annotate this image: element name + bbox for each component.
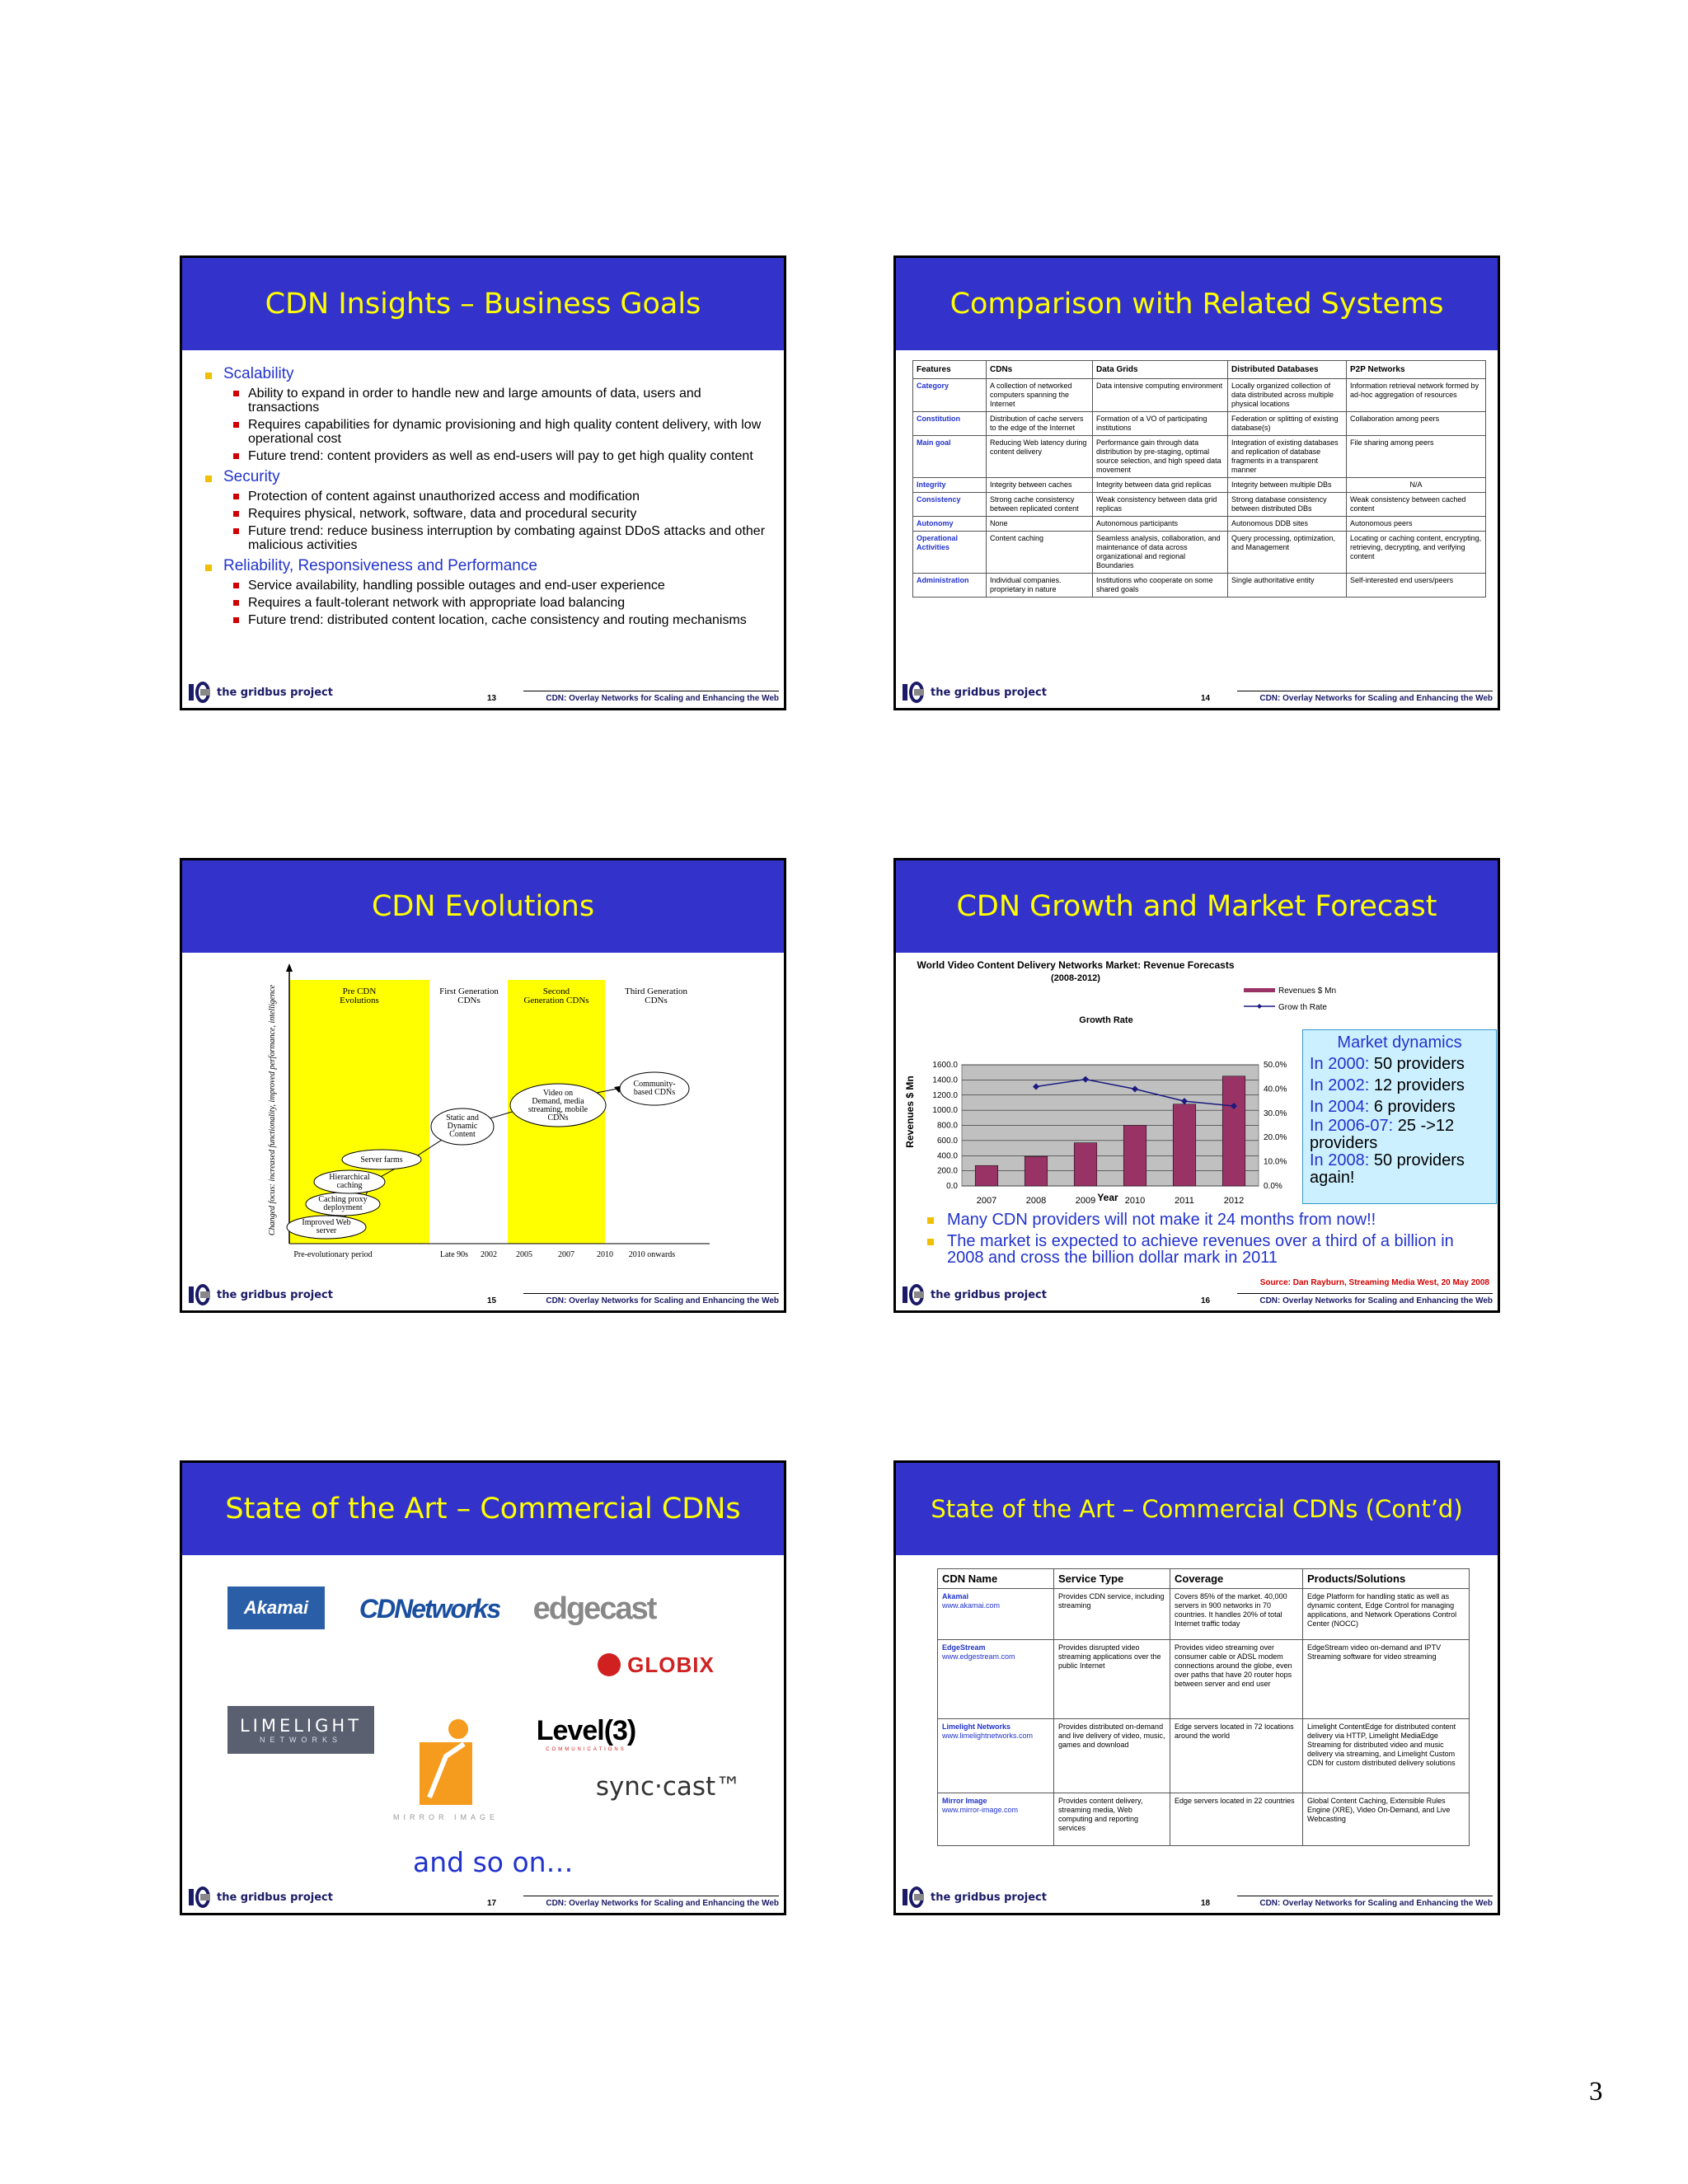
slide-body [199, 360, 767, 627]
globix-globe-icon [598, 1653, 621, 1676]
step-label-line: CDNs [547, 1113, 569, 1122]
y-tick-label: 200.0 [936, 1166, 958, 1176]
step-label-line: streaming, mobile [528, 1105, 588, 1114]
revenue-bar [1025, 1156, 1048, 1186]
step-label-line: Dynamic [447, 1122, 478, 1131]
table-cell: Query processing, optimization, and Management [1228, 532, 1347, 574]
edgecast-logo-text: edgecast [532, 1591, 656, 1626]
limelight-logo [227, 1706, 374, 1754]
step-label-line: Hierarchical [329, 1173, 370, 1182]
logo-text: the gridbus project [217, 686, 333, 699]
table-header: Data Grids [1093, 361, 1228, 379]
gridbus-logo [903, 1284, 1047, 1305]
revenue-chart [896, 955, 1337, 1207]
comparison-table [912, 360, 1486, 598]
table-cell: Edge servers located in 22 countries [1170, 1793, 1303, 1846]
bullet-item: Requires capabilities for dynamic provisioning and high quality content delivery, with low operational cost [199, 418, 767, 446]
table-cell: Information retrieval network formed by ad-hoc aggregation of resources [1347, 379, 1486, 412]
table-row [938, 1640, 1470, 1719]
legend-label: Revenues $ Mn [1278, 987, 1337, 996]
step-label [446, 1113, 479, 1139]
step-label-line: caching [336, 1181, 363, 1190]
gridbus-logo-icon [189, 1886, 212, 1908]
source-citation: Source: Dan Rayburn, Streaming Media West, 20 May 2008 [1259, 1278, 1489, 1287]
chart-y-ticks [932, 1061, 958, 1191]
x-tick-label: 2007 [976, 1196, 997, 1206]
market-row [1310, 1152, 1489, 1187]
table-cell: Content caching [987, 532, 1093, 574]
table-row [913, 517, 1486, 532]
y-axis-arrow-icon [286, 963, 293, 972]
phase-label [439, 987, 499, 1005]
table-cell: Operational Activities [913, 532, 987, 574]
table-cell: Category [913, 379, 987, 412]
step-label-line: Static and [446, 1113, 479, 1122]
table-cell: Reducing Web latency during content delivery [987, 436, 1093, 478]
slide-title-bar [896, 258, 1498, 350]
footer-text: CDN: Overlay Networks for Scaling and Enhancing the Web [523, 1896, 779, 1908]
table-cell: Autonomy [913, 517, 987, 532]
table-header: Distributed Databases [1228, 361, 1347, 379]
phase-label [625, 987, 688, 1005]
gridbus-logo [903, 682, 1047, 703]
slide-footer [182, 1277, 784, 1310]
cdn-name: Limelight Networks [942, 1722, 1011, 1731]
slide-16 [893, 858, 1500, 1313]
timeline-label: 2010 onwards [628, 1250, 676, 1259]
logo-text: the gridbus project [931, 1288, 1047, 1301]
step-label-line: server [316, 1226, 337, 1235]
bullet-item: Ability to expand in order to handle new and large amounts of data, users and transactions [199, 387, 767, 415]
limelight-logo-text: LIMELIGHT [239, 1716, 363, 1736]
phase-label-line: Evolutions [340, 996, 379, 1005]
table-cell: Provides disrupted video streaming applications over the public Internet [1054, 1640, 1170, 1719]
table-cell: Constitution [913, 412, 987, 436]
timeline-label: 2002 [481, 1250, 497, 1259]
x-tick-label: 2012 [1223, 1196, 1245, 1206]
table-row [913, 379, 1486, 412]
table-cell: Seamless analysis, collaboration, and maintenance of data across organizational and regional Boundaries [1093, 532, 1228, 574]
footer-text: CDN: Overlay Networks for Scaling and Enhancing the Web [523, 1293, 779, 1305]
table-cell: Integrity between multiple DBs [1228, 478, 1347, 493]
table-cell: Provides CDN service, including streaming [1054, 1589, 1170, 1640]
y-tick-label: 600.0 [936, 1136, 958, 1146]
market-value: 25 ->12 providers [1310, 1117, 1455, 1152]
slide-number: 15 [487, 1296, 497, 1305]
table-row [913, 574, 1486, 598]
y-axis-label: Changed focus: increased functionality, improved performance, intelligence [268, 984, 277, 1236]
table-header: Service Type [1054, 1569, 1170, 1589]
chart-y2-ticks [1264, 1061, 1287, 1191]
step-label [633, 1080, 675, 1097]
table-cell: Institutions who cooperate on some shared goals [1093, 574, 1228, 598]
table-cell: Autonomous participants [1093, 517, 1228, 532]
y-tick-label: 1400.0 [932, 1076, 958, 1085]
gridbus-logo-icon [189, 682, 212, 703]
table-cell: A collection of networked computers spanning the Internet [987, 379, 1093, 412]
slide-title: State of the Art – Commercial CDNs (Cont’d) [931, 1495, 1463, 1523]
logo-text: the gridbus project [217, 1891, 333, 1904]
step-label-line: Caching proxy [318, 1195, 368, 1204]
y2-tick-label: 0.0% [1264, 1182, 1282, 1191]
step-label-line: based CDNs [633, 1088, 676, 1097]
timeline-label: 2005 [516, 1250, 532, 1259]
table-row [913, 412, 1486, 436]
y-tick-label: 800.0 [936, 1121, 958, 1131]
table-cell: Collaboration among peers [1347, 412, 1486, 436]
y-tick-label: 1000.0 [932, 1106, 958, 1116]
y-tick-label: 1600.0 [932, 1061, 958, 1070]
gridbus-logo-icon [903, 682, 926, 703]
globix-logo [594, 1644, 718, 1685]
slide-title: CDN Growth and Market Forecast [956, 890, 1437, 923]
revenue-bar [1173, 1104, 1196, 1186]
market-row [1310, 1053, 1489, 1075]
revenue-bar [1074, 1143, 1097, 1186]
cdn-name-cell [938, 1589, 1054, 1640]
market-year: In 2008: [1310, 1151, 1370, 1169]
table-cell: Autonomous DDB sites [1228, 517, 1347, 532]
y2-tick-label: 30.0% [1264, 1108, 1287, 1118]
slide-title: CDN Evolutions [371, 890, 595, 923]
cdn-url: www.limelightnetworks.com [942, 1732, 1034, 1740]
cdn-name-cell [938, 1640, 1054, 1719]
table-cell: Administration [913, 574, 987, 598]
market-dynamics-title: Market dynamics [1337, 1033, 1462, 1052]
logo-text: the gridbus project [217, 1288, 333, 1301]
market-row [1310, 1096, 1489, 1118]
y2-tick-label: 50.0% [1264, 1061, 1287, 1070]
table-header-row [913, 361, 1486, 379]
table-cell: Integrity between data grid replicas [1093, 478, 1228, 493]
table-header: Features [913, 361, 987, 379]
slide-footer [896, 675, 1498, 708]
table-cell: Strong database consistency between distributed DBs [1228, 493, 1347, 517]
slide-footer [182, 1880, 784, 1913]
slide-title: Comparison with Related Systems [950, 288, 1444, 321]
market-value: 50 providers [1373, 1055, 1465, 1073]
table-header: Coverage [1170, 1569, 1303, 1589]
synccast-logo [595, 1760, 742, 1814]
chart-x-label: Year [1097, 1192, 1118, 1203]
step-label-line: Improved Web [302, 1218, 351, 1227]
slide-title: State of the Art – Commercial CDNs [225, 1493, 741, 1526]
table-cell: Weak consistency between data grid replicas [1093, 493, 1228, 517]
slide-footer [896, 1880, 1498, 1913]
table-cell: Federation or splitting of existing database(s) [1228, 412, 1347, 436]
gridbus-logo-icon [189, 1284, 212, 1305]
cdnetworks-logo [355, 1588, 504, 1629]
x-tick-label: 2008 [1025, 1196, 1047, 1206]
slide-title-bar [182, 860, 784, 953]
bullet-item: Many CDN providers will not make it 24 months from now!! [921, 1212, 1376, 1228]
slide-footer [182, 675, 784, 708]
chart-legend [1244, 987, 1336, 1012]
bullet-heading: Reliability, Responsiveness and Performance [199, 557, 767, 575]
cdn-url: www.edgestream.com [942, 1652, 1015, 1661]
market-year: In 2006-07: [1310, 1117, 1394, 1135]
y2-tick-label: 10.0% [1264, 1157, 1287, 1167]
chart-secondary-title: Growth Rate [1079, 1015, 1133, 1025]
slide-number: 13 [487, 694, 497, 703]
y-tick-label: 1200.0 [932, 1090, 958, 1100]
mirror-image-head [448, 1719, 468, 1739]
chart-grid [962, 1065, 1259, 1186]
table-cell: Edge Platform for handling static as well as dynamic content, Edge Control for managing applications, and Network Operations Control Center (NOCC) [1303, 1589, 1470, 1640]
footer-text: CDN: Overlay Networks for Scaling and Enhancing the Web [1237, 1293, 1493, 1305]
step-label-line: Demand, media [532, 1097, 584, 1106]
mirror-image-frame [420, 1742, 472, 1805]
slide-title-bar [896, 1463, 1498, 1555]
table-cell: Formation of a VO of participating institutions [1093, 412, 1228, 436]
y-tick-label: 0.0 [946, 1182, 958, 1191]
slide-number: 17 [487, 1899, 497, 1908]
table-row [913, 493, 1486, 517]
table-cell: Single authoritative entity [1228, 574, 1347, 598]
cdn-url: www.mirror-image.com [942, 1806, 1019, 1814]
step-label-line: deployment [323, 1203, 363, 1212]
table-row [913, 436, 1486, 478]
bullet-heading: Security [199, 468, 767, 486]
closing-text: and so on… [413, 1846, 574, 1878]
market-value: 12 providers [1373, 1076, 1465, 1094]
cdn-name-cell [938, 1793, 1054, 1846]
step-label: Server farms [360, 1155, 403, 1165]
table-header-row [938, 1569, 1470, 1589]
market-row [1310, 1118, 1489, 1152]
slide-number: 14 [1201, 694, 1211, 703]
evolution-diagram [265, 963, 726, 1268]
table-cell: Global Content Caching, Extensible Rules Engine (XRE), Video On-Demand, and Live Webcasting [1303, 1793, 1470, 1846]
footer-text: CDN: Overlay Networks for Scaling and Enhancing the Web [1237, 691, 1493, 703]
table-cell: Strong cache consistency between replicated content [987, 493, 1093, 517]
legend-marker-icon [1257, 1004, 1262, 1009]
table-header: P2P Networks [1347, 361, 1486, 379]
cdn-name-cell [938, 1719, 1054, 1793]
table-header: Products/Solutions [1303, 1569, 1470, 1589]
bullet-item: Future trend: reduce business interruption by combating against DDoS attacks and other malicious activities [199, 524, 767, 552]
gridbus-logo-icon [903, 1284, 926, 1305]
phase-label [340, 987, 379, 1005]
timeline-label: Pre-evolutionary period [293, 1250, 373, 1259]
market-value: 6 providers [1373, 1098, 1456, 1116]
phase-label-line: Generation CDNs [523, 996, 589, 1005]
legend-label: Grow th Rate [1278, 1003, 1327, 1012]
footer-text: CDN: Overlay Networks for Scaling and Enhancing the Web [523, 691, 779, 703]
x-tick-label: 2010 [1124, 1196, 1146, 1206]
slide-number: 18 [1201, 1899, 1211, 1908]
table-cell: EdgeStream video on-demand and IPTV Streaming software for video streaming [1303, 1640, 1470, 1719]
y-tick-label: 400.0 [936, 1151, 958, 1161]
bullet-item: Requires physical, network, software, data and procedural security [199, 507, 767, 521]
step-label-line: Content [449, 1130, 476, 1139]
step-label [318, 1195, 367, 1212]
table-cell: Provides content delivery, streaming media, Web computing and reporting services [1054, 1793, 1170, 1846]
revenue-bar [1123, 1126, 1146, 1187]
gridbus-logo [189, 1886, 333, 1908]
slide-title: CDN Insights – Business Goals [265, 288, 701, 321]
chart-y-label: Revenues $ Mn [904, 1076, 916, 1148]
table-cell: Limelight ContentEdge for distributed content delivery via HTTP, Limelight MediaEdge Streaming for distributed video and music delivery via streaming, and Limelight Custom CDN for custom distributed delivery solutions [1303, 1719, 1470, 1793]
table-row [913, 478, 1486, 493]
y2-tick-label: 20.0% [1264, 1133, 1287, 1143]
mirror-image-logo [392, 1698, 499, 1821]
table-cell: Main goal [913, 436, 987, 478]
slide-title-bar [182, 1463, 784, 1555]
legend-swatch-revenue [1244, 988, 1275, 992]
table-cell: Locating or caching content, encrypting, retrieving, decrypting, and verifying content [1347, 532, 1486, 574]
table-header: CDN Name [938, 1569, 1054, 1589]
table-cell: None [987, 517, 1093, 532]
slide-17 [180, 1460, 786, 1915]
table-header: CDNs [987, 361, 1093, 379]
chart-subtitle: (2008-2012) [1051, 973, 1100, 983]
phase-label-line: Pre CDN [342, 987, 377, 996]
slide-13 [180, 255, 786, 710]
commercial-cdn-table [937, 1568, 1470, 1846]
phase-label-line: Third Generation [624, 987, 688, 996]
gridbus-logo [189, 1284, 333, 1305]
limelight-logo-subtext: NETWORKS [259, 1736, 342, 1744]
table-row [913, 532, 1486, 574]
table-cell: Autonomous peers [1347, 517, 1486, 532]
table-cell: Self-interested end users/peers [1347, 574, 1486, 598]
slide-18 [893, 1460, 1500, 1915]
akamai-logo [227, 1586, 325, 1629]
table-cell: Performance gain through data distribution by pre-staging, optimal source selection, and high speed data movement [1093, 436, 1228, 478]
bullet-item: Future trend: distributed content location, cache consistency and routing mechanisms [199, 613, 767, 627]
step-label-line: Video on [542, 1089, 574, 1098]
market-year: In 2002: [1310, 1076, 1370, 1094]
y2-tick-label: 40.0% [1264, 1085, 1287, 1094]
slide-14 [893, 255, 1500, 710]
market-year: In 2000: [1310, 1055, 1370, 1073]
cdn-name: Akamai [942, 1592, 969, 1601]
table-cell: Consistency [913, 493, 987, 517]
x-tick-label: 2009 [1075, 1196, 1096, 1206]
slide-title-bar [896, 860, 1498, 953]
cdn-name: EdgeStream [942, 1643, 986, 1652]
table-row [938, 1589, 1470, 1640]
table-cell: Provides distributed on-demand and live delivery of video, music, games and download [1054, 1719, 1170, 1793]
bullet-heading: Scalability [199, 365, 767, 383]
table-cell: Individual companies. proprietary in nature [987, 574, 1093, 598]
revenue-bar [975, 1165, 998, 1186]
mirror-image-mark-icon [413, 1719, 479, 1810]
table-cell: Integrity [913, 478, 987, 493]
mirror-image-logo-text: MIRROR IMAGE [392, 1813, 499, 1821]
gridbus-logo [903, 1886, 1047, 1908]
synccast-logo-text: sync·cast™ [595, 1772, 742, 1802]
slide-title-bar [182, 258, 784, 350]
phase-label-line: First Generation [439, 987, 499, 996]
table-cell: Distribution of cache servers to the edge of the Internet [987, 412, 1093, 436]
gridbus-logo-icon [903, 1886, 926, 1908]
chart-title: World Video Content Delivery Networks Market: Revenue Forecasts [917, 959, 1235, 971]
level3-logo-subtext: COMMUNICATIONS [546, 1746, 626, 1752]
table-cell: File sharing among peers [1347, 436, 1486, 478]
footer-text: CDN: Overlay Networks for Scaling and Enhancing the Web [1237, 1896, 1493, 1908]
level3-logo-text: Level(3) [536, 1714, 636, 1746]
table-cell: Covers 85% of the market. 40,000 servers in 900 networks in 70 countries. It handles 20% of total Internet traffic today [1170, 1589, 1303, 1640]
edgecast-logo [528, 1588, 660, 1629]
phase-label-line: Second [542, 987, 570, 996]
market-value: 50 providers again! [1310, 1151, 1465, 1187]
revenue-bar [1222, 1076, 1245, 1186]
cdn-name: Mirror Image [942, 1797, 987, 1805]
bullet-item: Future trend: content providers as well as end-users will pay to get high quality content [199, 449, 767, 463]
table-cell: Integration of existing databases and replication of database fragments in a transparent manner [1228, 436, 1347, 478]
table-cell: Weak consistency between cached content [1347, 493, 1486, 517]
table-cell: Edge servers located in 72 locations around the world [1170, 1719, 1303, 1793]
logo-text: the gridbus project [931, 686, 1047, 699]
bullet-item: Service availability, handling possible outages and end-user experience [199, 579, 767, 593]
akamai-logo-text: Akamai [243, 1597, 309, 1618]
bullet-item: The market is expected to achieve revenues over a third of a billion in 2008 and cross the billion dollar mark in 2011 [921, 1233, 1458, 1266]
slide-number: 16 [1201, 1296, 1211, 1305]
timeline-label: Late 90s [439, 1250, 469, 1259]
cdn-url: www.akamai.com [942, 1601, 1001, 1610]
globix-logo-text: GLOBIX [627, 1652, 715, 1677]
timeline-label: 2010 [597, 1250, 613, 1259]
x-tick-label: 2011 [1175, 1196, 1194, 1206]
gridbus-logo [189, 682, 333, 703]
phase-label-line: CDNs [645, 996, 668, 1005]
step-label-line: Community- [633, 1080, 676, 1089]
table-row [938, 1719, 1470, 1793]
table-cell: Integrity between caches [987, 478, 1093, 493]
bullet-item: Requires a fault-tolerant network with appropriate load balancing [199, 596, 767, 610]
level3-logo [524, 1710, 648, 1756]
bullet-item: Protection of content against unauthorized access and modification [199, 490, 767, 504]
timeline-label: 2007 [558, 1250, 574, 1259]
logo-text: the gridbus project [931, 1891, 1047, 1904]
phase-label-line: CDNs [457, 996, 481, 1005]
market-dynamics-box [1302, 1029, 1497, 1204]
market-year: In 2004: [1310, 1098, 1370, 1116]
slide-15 [180, 858, 786, 1313]
table-cell: Locally organized collection of data distributed across multiple physical locations [1228, 379, 1347, 412]
slide-footer [896, 1277, 1498, 1310]
table-row [938, 1793, 1470, 1846]
table-cell: N/A [1347, 478, 1486, 493]
cdnetworks-logo-text: CDNetworks [359, 1593, 500, 1624]
table-cell: Data intensive computing environment [1093, 379, 1228, 412]
market-row [1310, 1075, 1489, 1096]
table-cell: Provides video streaming over consumer cable or ADSL modem connections around the globe, even over paths that have 20 router hops between server and end user [1170, 1640, 1303, 1719]
page-number: 3 [1589, 2077, 1603, 2107]
